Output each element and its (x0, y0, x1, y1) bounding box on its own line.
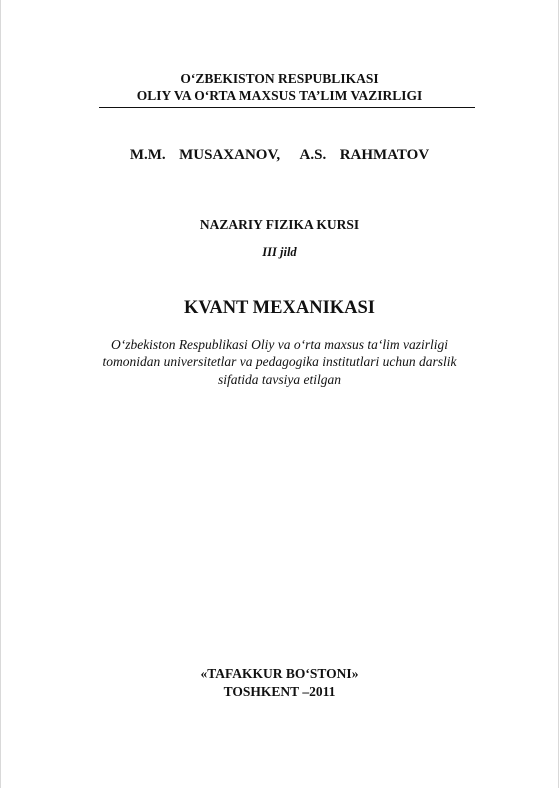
book-title: KVANT MEXANIKASI (183, 298, 376, 318)
city-year: TOSHKENT –2011 (223, 684, 336, 699)
approval-line-2: tomonidan universitetlar va pedagogika institutlari uchun darslik (102, 354, 457, 369)
ministry-line-2: OLIY VA O‘RTA MAXSUS TA’LIM VAZIRLIGI (136, 88, 423, 103)
approval-line-1: O‘zbekiston Respublikasi Oliy va o‘rta maxsus ta‘lim vazirligi (110, 337, 449, 352)
series-name: NAZARIY FIZIKA KURSI (199, 217, 360, 232)
approval-line-3: sifatida tavsiya etilgan (218, 372, 341, 387)
header-divider (99, 107, 475, 108)
publisher-name: «TAFAKKUR BO‘STONI» (200, 666, 359, 681)
volume-label: III jild (262, 245, 297, 259)
authors-text: M.M. MUSAXANOV, A.S. RAHMATOV (129, 147, 430, 163)
ministry-line-1: O‘ZBEKISTON RESPUBLIKASI (180, 71, 379, 86)
authors (0, 145, 559, 165)
